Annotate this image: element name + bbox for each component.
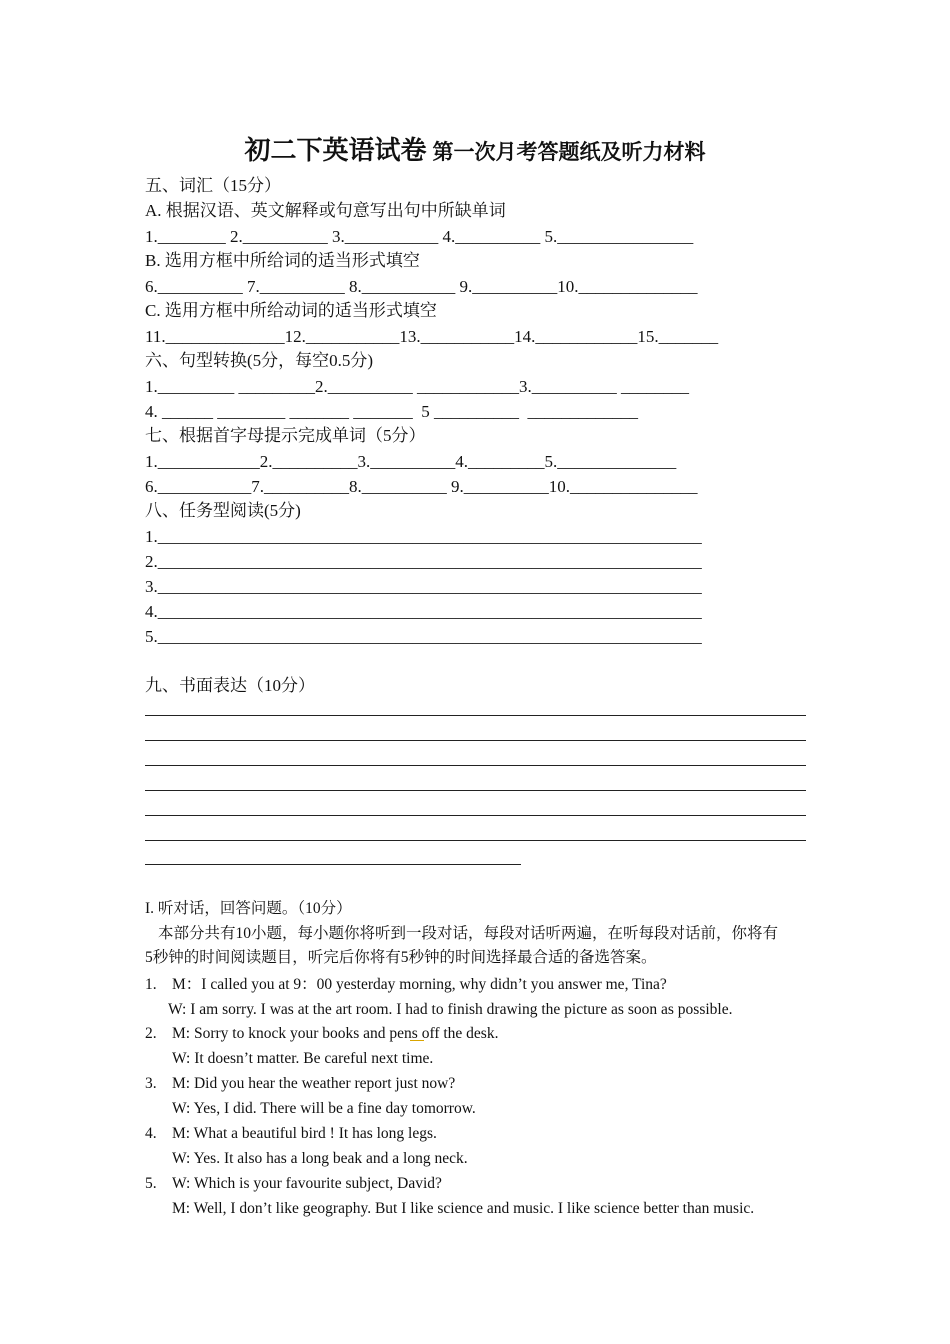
transform-heading: 六、句型转换(5分，每空0.5分) — [145, 351, 374, 370]
transform-row-1[interactable]: 1._________ _________2.__________ ____________3.__________ ________ — [145, 377, 689, 396]
vocab-c-heading: C. 选用方框中所给动词的适当形式填空 — [145, 301, 437, 320]
writing-heading: 九、书面表达（10分） — [145, 676, 315, 695]
dialogue-line: W: It doesn’t matter. Be careful next time. — [172, 1050, 434, 1067]
writing-line[interactable] — [145, 840, 806, 841]
dialogue-line: W: Which is your favourite subject, David? — [172, 1175, 442, 1192]
page-title — [0, 130, 950, 167]
dialogue-number: 4. — [145, 1125, 157, 1142]
writing-line[interactable] — [145, 790, 806, 791]
highlight-mark — [410, 1040, 424, 1041]
writing-line[interactable] — [145, 815, 806, 816]
task-reading-line-1[interactable]: 1.________________________________________________________________ — [145, 527, 702, 546]
dialogue-line: W: Yes. It also has a long beak and a long neck. — [172, 1150, 468, 1167]
dialogue-number: 3. — [145, 1075, 157, 1092]
listening-heading: I. 听对话，回答问题。（10分） — [145, 900, 352, 917]
dialogue-line: W: I am sorry. I was at the art room. I had to finish drawing the picture as soon as possible. — [168, 1001, 733, 1018]
vocab-a-blanks[interactable]: 1.________ 2.__________ 3.___________ 4.__________ 5.________________ — [145, 227, 694, 246]
vocab-heading: 五、词汇（15分） — [145, 176, 281, 195]
dialogue-line: W: Yes, I did. There will be a fine day tomorrow. — [172, 1100, 476, 1117]
dialogue-number: 1. — [145, 976, 157, 993]
writing-line[interactable] — [145, 765, 806, 766]
title-sub: 第一次月考答题纸及听力材料 — [432, 139, 706, 164]
dialogue-line: M: Did you hear the weather report just now? — [172, 1075, 456, 1092]
dialogue-line: M: Sorry to knock your books and pens off the desk. — [172, 1025, 499, 1042]
listening-intro-2: 5秒钟的时间阅读题目，听完后你将有5秒钟的时间选择最合适的备选答案。 — [145, 949, 657, 966]
title-main: 初二下英语试卷 — [244, 136, 427, 166]
writing-line[interactable] — [145, 715, 806, 716]
dialogue-line: M: Well, I don’t like geography. But I like science and music. I like science better than music. — [172, 1200, 755, 1217]
task-reading-line-4[interactable]: 4.________________________________________________________________ — [145, 602, 702, 621]
listening-intro-1: 本部分共有10小题，每小题你将听到一段对话，每段对话听两遍，在听每段对话前，你将有 — [158, 925, 779, 942]
initials-row-1[interactable]: 1.____________2.__________3.__________4._________5.______________ — [145, 452, 677, 471]
vocab-b-heading: B. 选用方框中所给词的适当形式填空 — [145, 251, 420, 270]
dialogue-number: 5. — [145, 1175, 157, 1192]
writing-line-last[interactable] — [145, 864, 521, 865]
transform-row-2[interactable]: 4. ______ ________ _______ _______ 5 __________ _____________ — [145, 402, 638, 421]
dialogue-line: M：I called you at 9：00 yesterday morning, why didn’t you answer me, Tina? — [172, 976, 667, 993]
task-reading-line-5[interactable]: 5.________________________________________________________________ — [145, 627, 702, 646]
initials-heading: 七、根据首字母提示完成单词（5分） — [145, 426, 426, 445]
task-reading-line-2[interactable]: 2.________________________________________________________________ — [145, 552, 702, 571]
dialogue-line: M: What a beautiful bird ! It has long legs. — [172, 1125, 437, 1142]
vocab-c-blanks[interactable]: 11.______________12.___________13.___________14.____________15._______ — [145, 327, 719, 346]
dialogue-number: 2. — [145, 1025, 157, 1042]
writing-line[interactable] — [145, 740, 806, 741]
vocab-b-blanks[interactable]: 6.__________ 7.__________ 8.___________ 9.__________10.______________ — [145, 277, 698, 296]
vocab-a-heading: A. 根据汉语、英文解释或句意写出句中所缺单词 — [145, 201, 506, 220]
initials-row-2[interactable]: 6.___________7.__________8.__________ 9.__________10._______________ — [145, 477, 698, 496]
task-reading-line-3[interactable]: 3.________________________________________________________________ — [145, 577, 702, 596]
task-reading-heading: 八、任务型阅读(5分) — [145, 501, 301, 520]
